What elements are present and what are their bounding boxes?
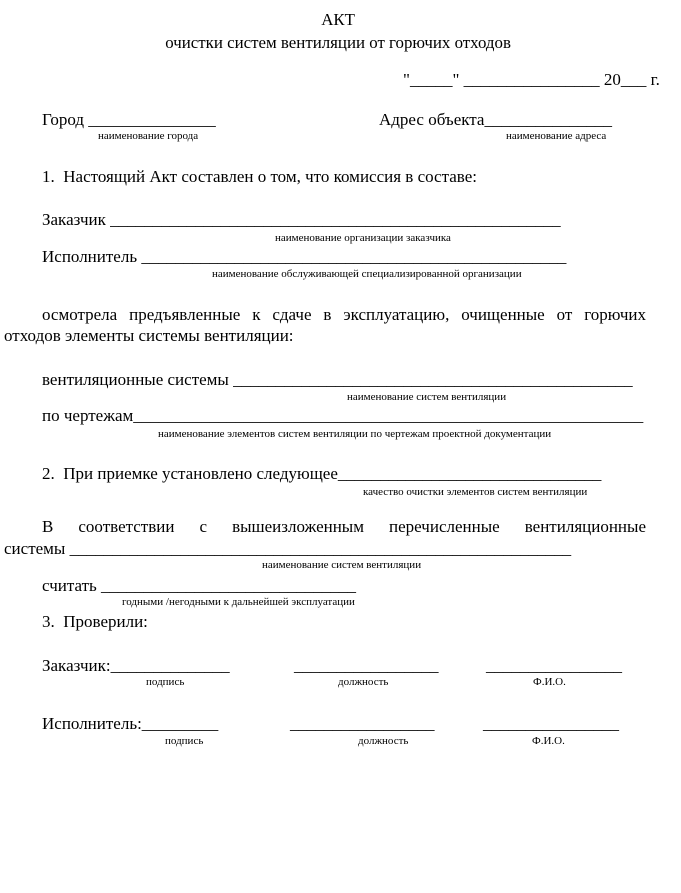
- inspected-line-2: отходов элементы системы вентиляции:: [4, 326, 294, 345]
- consider-caption: годными /негодными к дальнейшей эксплуатации: [122, 596, 355, 608]
- signature-contractor-line: Исполнитель:_________: [42, 714, 219, 733]
- conformity-caption: наименование систем вентиляции: [262, 559, 422, 571]
- conformity-line-2: системы ___________________________________________________________: [4, 539, 572, 558]
- signature-customer-line: Заказчик:______________: [42, 656, 230, 675]
- address-line: Адрес объекта_______________: [379, 110, 612, 129]
- customer-line: Заказчик _____________________________________________________: [42, 210, 561, 229]
- conformity-line-1: В соответствии с вышеизложенным перечисленные вентиляционные: [42, 517, 646, 536]
- city-line: Город _______________: [42, 110, 216, 129]
- signature-caption: подпись: [165, 735, 204, 747]
- position-caption: должность: [358, 735, 409, 747]
- signature-customer-position-line: _________________: [294, 656, 439, 675]
- contractor-caption: наименование обслуживающей специализированной организации: [212, 268, 522, 280]
- date-line: "_____" ________________ 20___ г.: [403, 70, 660, 89]
- signature-contractor-position-line: _________________: [290, 714, 435, 733]
- vent-systems-caption: наименование систем вентиляции: [347, 391, 507, 403]
- item-2-caption: качество очистки элементов систем вентиляции: [363, 486, 588, 498]
- inspected-line-1: осмотрела предъявленные к сдаче в эксплуатацию, очищенные от горючих: [42, 305, 646, 324]
- signature-contractor-name-line: ________________: [483, 714, 619, 733]
- drawings-line: по чертежам____________________________________________________________: [42, 406, 644, 425]
- city-caption: наименование города: [98, 130, 199, 142]
- signature-caption: подпись: [146, 676, 185, 688]
- signature-customer-name-line: ________________: [486, 656, 622, 675]
- vent-systems-line: вентиляционные системы _______________________________________________: [42, 370, 633, 389]
- document-title: АКТ: [321, 10, 355, 29]
- consider-line: считать ______________________________: [42, 576, 357, 595]
- fio-caption: Ф.И.О.: [532, 735, 565, 747]
- item-3: 3. Проверили:: [42, 612, 148, 631]
- fio-caption: Ф.И.О.: [533, 676, 566, 688]
- item-2: 2. При приемке установлено следующее_______________________________: [42, 464, 602, 483]
- customer-caption: наименование организации заказчика: [275, 232, 451, 244]
- item-1: 1. Настоящий Акт составлен о том, что комиссия в составе:: [42, 167, 477, 186]
- drawings-caption: наименование элементов систем вентиляции по чертежам проектной документации: [158, 428, 552, 440]
- position-caption: должность: [338, 676, 389, 688]
- contractor-line: Исполнитель __________________________________________________: [42, 247, 567, 266]
- document-subtitle: очистки систем вентиляции от горючих отходов: [165, 33, 511, 52]
- address-caption: наименование адреса: [506, 130, 607, 142]
